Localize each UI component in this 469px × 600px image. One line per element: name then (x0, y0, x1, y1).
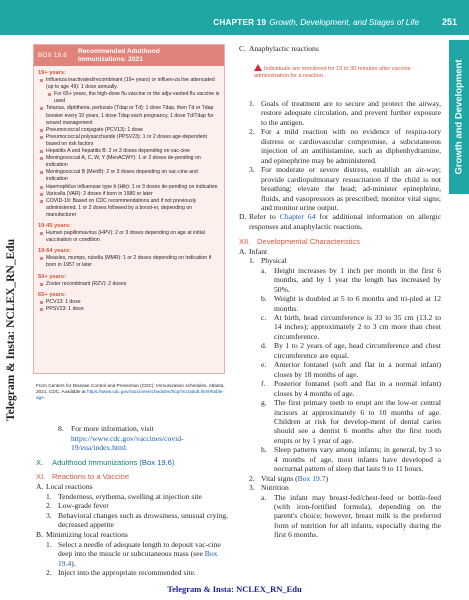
age-group-heading: 19-64 years: (38, 248, 71, 255)
list-item: D. Refer to Chapter 64 for additional information on allergic responses and anaphylactic reactions. (239, 212, 441, 231)
list-item: 3. Nutrition (249, 483, 289, 493)
list-item: Meningococcal A, C, W, Y (MenACWY): 1 or 2 doses de-pending on indication (38, 155, 220, 169)
list-item: 2. For a mild reaction with no evidence of respira-tory distress or cardiovascular compromise, a subcutaneous injection of an antihistamine, such as diphenhydramine, and epinephrine may be administered. (249, 127, 441, 165)
bottom-watermark: Telegram & Insta: NCLEX_RN_Edu (167, 584, 302, 594)
box-header (34, 45, 224, 66)
list-item: C. Anaphylactic reactions (239, 44, 319, 53)
box-body (34, 66, 224, 313)
caution-note: Individuals are monitored for 15 to 30 minutes after vaccine administration for a reaction. (254, 66, 411, 80)
box-number: BOX 19.6 (38, 52, 67, 59)
chapter-title: Growth, Development, and Stages of Life (269, 18, 419, 27)
list-item: Pneumococcal polysaccharide (PPSV23): 1 or 2 doses age-dependent based on risk factors (38, 134, 220, 148)
list-item: 1. Goals of treatment are to secure and protect the airway, restore adequate circulation, and prevent further exposure to the antigen. (249, 99, 441, 127)
list-item: c. At birth, head circumference is 33 to 35 cm (13.2 to 14 inches); approximately 2 to 3 cm more than chest circumference. (261, 312, 441, 341)
list-item: 1. Physical (249, 256, 287, 266)
list-item: b. Weight is doubled at 5 to 6 months and tri-pled at 12 months. (261, 294, 441, 313)
chapter-heading (213, 18, 419, 27)
box-reference-link[interactable]: Box 19.7 (297, 473, 326, 483)
list-item: 3. For moderate or severe distress, establish an air-way; provide cardiopulmonary resuscitation if the child is not breathing; elevate the head; ad-minister epinephrine, fluids, and vasopressors as prescribed; monitor vital signs; and monitor urine output. (249, 165, 441, 212)
list-item: PPSV23: 1 dose (38, 306, 220, 313)
section-heading: XI. Reactions to a Vaccine (36, 472, 130, 482)
list-item: Tetanus, diphtheria, pertussis (Tdap or Td): 1 dose Tdap, then Td or Tdap booster every 10 years, 1 dose Tdap each pregnancy, 1 dose Td/Tdap for wound management (38, 105, 220, 126)
section-side-tab (449, 40, 469, 194)
list-item: Varicella (VAR): 2 doses if born in 1980 or later (38, 191, 220, 198)
list-item: 2. Low-grade fever (46, 501, 109, 511)
list-item: g. The first primary teeth to erupt are the low-er central incisors at approximately 6 to 10 months of age. Children at risk for develop-ment of dental caries should see a dentist 6 months after the first tooth erupts or by 1 year of age. (261, 398, 441, 445)
list-item: f. Posterior fontanel (soft and flat in a normal infant) closes by 4 months of age. (261, 379, 441, 398)
vaccine-list (38, 77, 220, 219)
page-number: 251 (441, 17, 457, 27)
cdc-link[interactable]: https://www.cdc.gov/vaccines/covid-19/eua/index.html. (71, 433, 184, 453)
list-item: Influenza inactivated/recombinant (19+ years) or influen-za live attenuated (up to age 49): 1 dose annually. (38, 77, 220, 91)
list-item: 2. Inject into the appropriate recommended site. (46, 568, 196, 578)
list-item: A. Infant (239, 246, 268, 256)
box-source-note: From Centers for Disease Control and Prevention (CDC): Immunization schedules, Atlanta, 2021, CDC. Available at https://www.cdc.gov/vaccines/schedules/hcp/imz/adult.html#table-age. (36, 383, 225, 401)
section-heading: X. Adulthood Immunizations (Box 19.6) (36, 457, 175, 467)
list-item: PCV13: 1 dose (38, 299, 220, 306)
age-group-heading: 19-45 years: (38, 222, 71, 229)
list-item: Pneumococcal conjugate (PCV13): 1 dose (38, 127, 220, 134)
age-group-heading: 65+ years: (38, 291, 66, 298)
page-header (0, 0, 469, 35)
source-link[interactable]: https://www.cdc.gov/vaccines/schedules/hcp/imz/adult.html#table-age. (36, 389, 224, 401)
box-title: Recommended Adulthood Immunizations: 2021 (78, 47, 160, 63)
right-column (239, 44, 441, 53)
list-item: 1. Select a needle of adequate length to deposit vac-cine deep into the muscle or subcutaneous mass (see Box 19.4). (46, 539, 221, 568)
age-group-heading: 50+ years: (38, 273, 66, 280)
list-item: e. Anterior fontanel (soft and flat in a normal infant) closes by 18 months of age. (261, 360, 441, 379)
section-heading: XII. Developmental Characteristics (239, 237, 360, 247)
list-item: Zoster recombinant (RZV): 2 doses (38, 281, 220, 288)
left-column (36, 424, 231, 578)
immunization-box (33, 44, 225, 374)
list-item: d. By 1 to 2 years of age, head circumference and chest circumference are equal. (261, 341, 441, 360)
list-item: h. Sleep patterns vary among infants; in general, by 3 to 4 months of age, most infants have developed a nocturnal pattern of sleep that lasts 9 to 11 hours. (261, 445, 441, 474)
chapter-label: CHAPTER 19 (213, 18, 267, 27)
list-item: Haemophilus influenzae type b (Hib): 1 or 3 doses de-pending on indication (38, 184, 220, 191)
side-tab-label: Growth and Development (453, 59, 465, 175)
list-item: B. Minimizing local reactions (36, 529, 128, 539)
box-reference-link[interactable]: Box 19.6 (141, 457, 172, 467)
list-item: a. Height increases by 1 inch per month in the first 6 months, and by 1 year the length has increased by 50%. (261, 265, 441, 294)
list-item: 2. Vital signs (Box 19.7) (249, 473, 329, 483)
box-reference-link[interactable]: Box 19.4 (58, 549, 218, 568)
right-column-body (239, 99, 441, 540)
list-item: For 65+ years, the high-dose flu vaccine or the adju-vanted flu vaccine is used (38, 91, 220, 105)
list-item: Human papillomavirus (HPV): 2 or 3 doses depending on age at initial vaccination or condition (38, 230, 220, 244)
side-watermark: Telegram & Insta: NCLEX_RN_Edu (5, 239, 17, 421)
list-item: Meningococcal B (MenB): 2 or 3 doses depending on vac-cine and indication (38, 169, 220, 183)
list-item: A. Local reactions (36, 481, 93, 491)
list-item: Measles, mumps, rubella (MMR): 1 or 2 doses depending on indication if born in 1957 or later (38, 255, 220, 269)
chapter-reference-link[interactable]: Chapter 64 (279, 212, 316, 222)
list-item: Hepatitis A and hepatitis B: 2 or 3 doses depending on vac-cine (38, 148, 220, 155)
list-item: 1. Tenderness, erythema, swelling at injection site (46, 491, 202, 501)
list-item: 3. Behavioral changes such as drowsiness, unusual crying, decreased appetite (46, 510, 228, 530)
list-item: 8. For more information, visit https://www.cdc.gov/vaccines/covid-19/eua/index.html. (58, 424, 184, 453)
warning-icon (254, 64, 262, 71)
list-item: a. The infant may breast-fed/chest-feed or bottle-feed (with iron-fortified formula), depending on the parent's choice; however, breast milk is the preferred form of nutrition for all infants, especially during the first 6 months. (261, 492, 441, 540)
age-group-heading: 19+ years: (38, 70, 66, 76)
list-item: COVID-19: Based on CDC recommendations and if not previously administered, 1 or 2 doses followed by a boost-er, depending on manufacturer (38, 198, 220, 219)
